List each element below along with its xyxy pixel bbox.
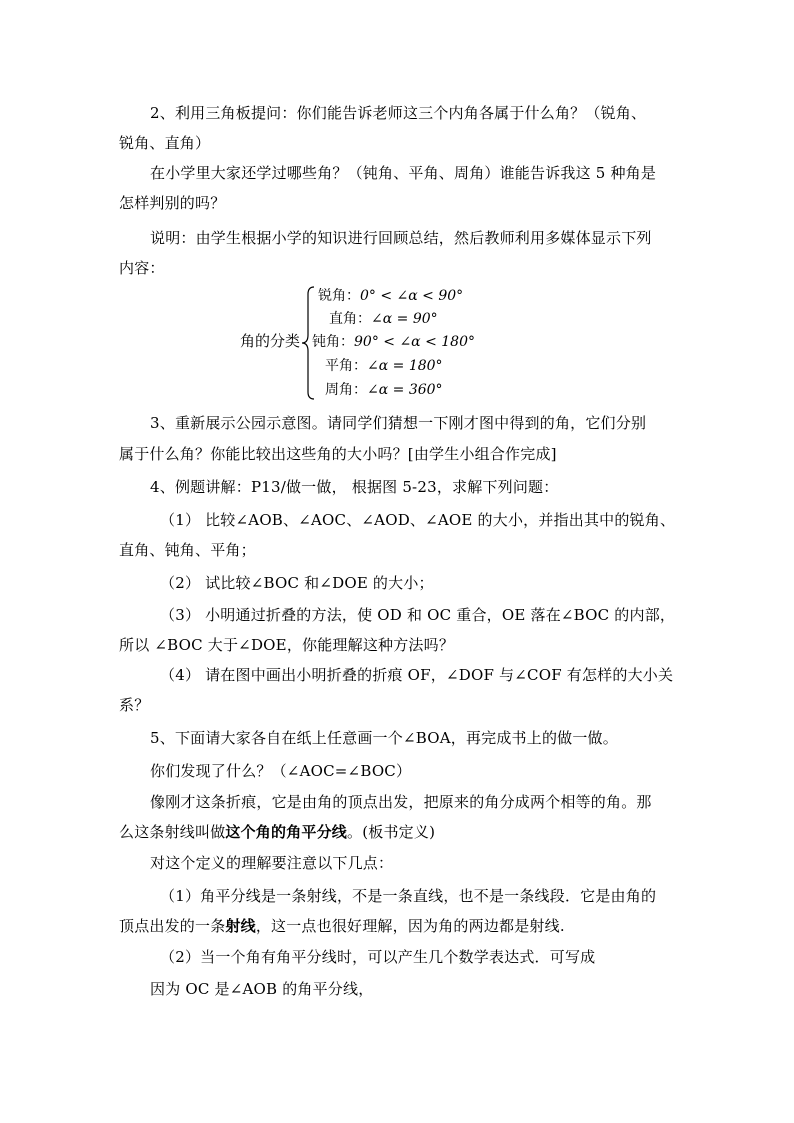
text-line: （1） 比较∠AOB、∠AOC、∠AOD、∠AOE 的大小，并指出其中的锐角、 <box>160 511 676 529</box>
text-line: 4、例题讲解：P13/做一做， 根据图 5-23，求解下列问题： <box>150 478 559 496</box>
text-line: 3、重新展示公园示意图。请同学们猜想一下刚才图中得到的角，它们分别 <box>150 414 647 432</box>
text-line: （3） 小明通过折叠的方法，使 OD 和 OC 重合，OE 落在∠BOC 的内部， <box>160 606 676 624</box>
text-line: （2） 试比较∠BOC 和∠DOE 的大小； <box>160 574 434 592</box>
text-line: （4） 请在图中画出小明折叠的折痕 OF，∠DOF 与∠COF 有怎样的大小关 <box>160 666 674 684</box>
definition-line: 么这条射线叫做这个角的角平分线。(板书定义) <box>119 823 436 841</box>
ray-line: 顶点出发的一条射线，这一点也很好理解，因为角的两边都是射线. <box>119 917 565 935</box>
text-line: 2、利用三角板提问：你们能告诉老师这三个内角各属于什么角？（锐角、 <box>150 104 647 122</box>
text-line: 说明：由学生根据小学的知识进行回顾总结，然后教师利用多媒体显示下列 <box>150 229 652 247</box>
text-line: （1）角平分线是一条射线，不是一条直线，也不是一条线段．它是由角的 <box>160 887 657 905</box>
classification-item-right: 直角：∠α = 90° <box>329 311 438 327</box>
text-line: 属于什么角？你能比较出这些角的大小吗？[由学生小组合作完成] <box>119 445 557 463</box>
text-line: 你们发现了什么？（∠AOC=∠BOC） <box>150 762 412 780</box>
text-line: 内容： <box>119 259 165 277</box>
text-line: 对这个定义的理解要注意以下几点： <box>150 854 394 872</box>
classification-label: 角的分类 <box>240 332 301 350</box>
text-line: （2）当一个角有角平分线时，可以产生几个数学表达式．可写成 <box>160 948 596 966</box>
text-line: 在小学里大家还学过哪些角？（钝角、平角、周角）谁能告诉我这 5 种角是 <box>150 164 657 182</box>
text-line: 因为 OC 是∠AOB 的角平分线， <box>150 980 374 998</box>
classification-item-obtuse: 钝角：90° < ∠α < 180° <box>312 334 475 350</box>
classification-item-acute: 锐角：0° < ∠α < 90° <box>318 288 464 304</box>
text-line: 怎样判别的吗？ <box>119 194 226 212</box>
text-line: 锐角、直角） <box>119 134 211 152</box>
text-line: 系？ <box>119 696 150 714</box>
definition-term: 这个角的角平分线 <box>225 823 348 841</box>
ray-term: 射线 <box>225 917 256 935</box>
text-line: 所以 ∠BOC 大于∠DOE，你能理解这种方法吗？ <box>119 636 455 654</box>
text-line: 像刚才这条折痕，它是由角的顶点出发，把原来的角分成两个相等的角。那 <box>150 793 652 811</box>
classification-item-full: 周角：∠α = 360° <box>325 382 443 398</box>
classification-item-straight: 平角：∠α = 180° <box>325 358 443 374</box>
text-line: 直角、钝角、平角； <box>119 541 256 559</box>
text-line: 5、下面请大家各自在纸上任意画一个∠BOA，再完成书上的做一做。 <box>150 729 618 747</box>
